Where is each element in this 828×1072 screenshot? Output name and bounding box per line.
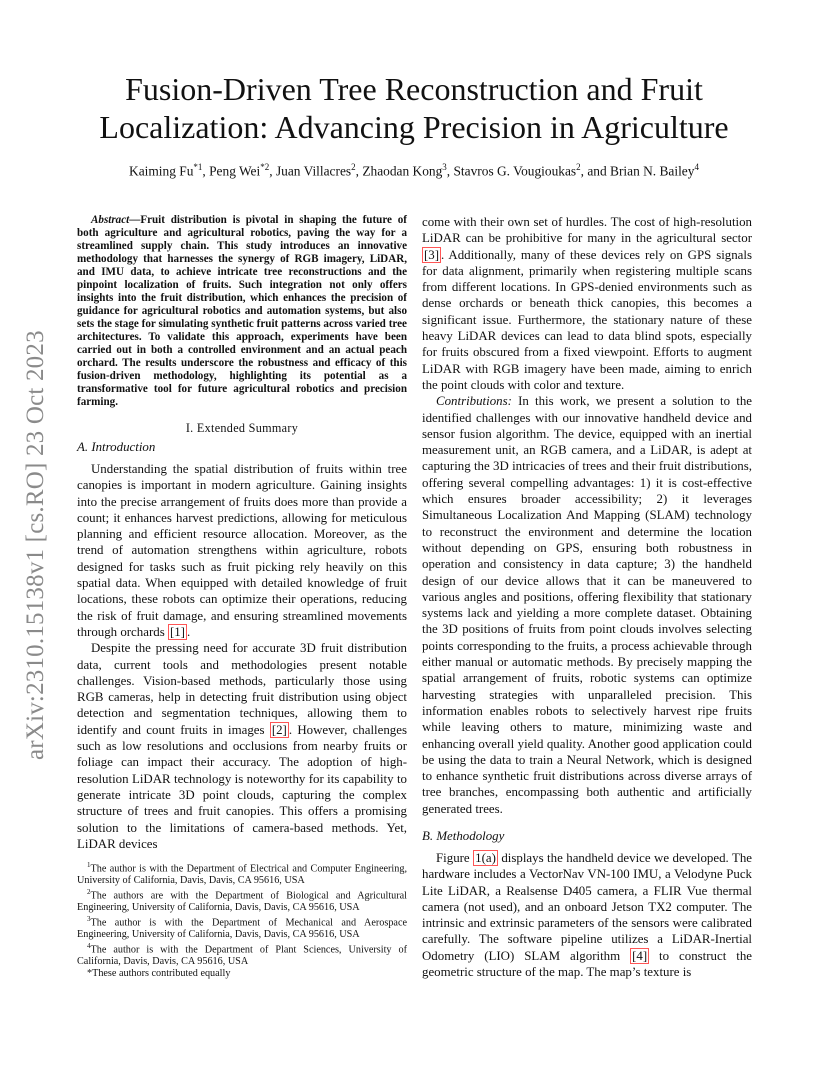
paragraph-text-continued: displays the handheld device we developed. The hardware includes a VectorNav VN-100 IMU, a Velodyne Puck Lite LiDAR, a Realsense D405 camera, a FLIR Vue thermal camera (not used), and an onboard Jetson TX2 computer. The intrinsic and extrinsic parameters of the sensors were calibrated carefully. The software pipeline utilizes a LiDAR-Inertial Odometry (LIO) SLAM algorithm bbox=[422, 850, 752, 963]
section-heading: I. Extended Summary bbox=[185, 421, 299, 435]
author-name: Brian N. Bailey bbox=[610, 163, 695, 179]
abstract bbox=[77, 214, 407, 409]
footnote-text: These authors contributed equally bbox=[92, 967, 231, 979]
footnote-text: The author is with the Department of Plant Sciences, University of California, Davis, Davis, CA 95616, USA bbox=[77, 944, 407, 968]
paragraph-end: . bbox=[186, 624, 191, 639]
author-affiliation-mark: 4 bbox=[694, 162, 699, 172]
footnote bbox=[77, 860, 407, 887]
right-column bbox=[422, 214, 752, 980]
continued-paragraph bbox=[422, 214, 752, 393]
paragraph-text-end: to construct the geometric structure of the map. The map’s texture is bbox=[422, 948, 752, 980]
paragraph-text: Understanding the spatial distribution of fruits within tree canopies is important in modern agriculture. Gaining insights into the precise arrangement of fruits does more than provide a count; it enhances harvest predictions, allowing for meticulous planning and efficient resource allocation. Moreover, as the trend of automation strengthens within agriculture, robots designed for tasks such as fruit picking rely heavily on this spatial data. When equipped with detailed knowledge of fruit locations, these robots can optimize their operations, reducing the risk of fruit damage, and ensuring streamlined movements through orchards bbox=[77, 462, 407, 639]
author-affiliation-mark: 2 bbox=[351, 162, 356, 172]
subsection-methodology-heading: B. Methodology bbox=[422, 828, 505, 843]
author-separator: , bbox=[355, 163, 363, 179]
title-line-2: Localization: Advancing Precision in Agriculture bbox=[99, 109, 729, 145]
paragraph-text-continued: . Additionally, many of these devices rely on GPS signals for data alignment, primarily when registering multiple scans from different locations. In GPS-denied environments such as dense orchards or beneath thick canopies, this becomes a significant issue. Furthermore, the stationary nature of these heavy LiDAR devices can lead to data blind spots, especially for fruits obscured from a fixed viewpoint. Efforts to augment LiDAR with RGB imagery have been made, aiming to enrich the point clouds with color and texture. bbox=[422, 247, 752, 392]
author-name: Zhaodan Kong bbox=[362, 163, 443, 179]
footnote-mark: 2 bbox=[87, 887, 91, 896]
paragraph-text-continued: . However, challenges such as low resolutions and occlusions from nearby fruits or foliage can impact their accuracy. The adoption of high-resolution LiDAR technology is noteworthy for its capability to generate intricate 3D point clouds, capturing the complex structure of trees and fruit canopies. This offers a promising solution to the limitations of camera-based methods. Yet, LiDAR devices bbox=[77, 722, 407, 851]
title-line-1: Fusion-Driven Tree Reconstruction and Fruit bbox=[125, 71, 703, 107]
footnote-mark: 1 bbox=[87, 861, 91, 869]
author-affiliation-mark: 3 bbox=[442, 162, 447, 172]
contributions-lead: Contributions: bbox=[436, 394, 512, 409]
abstract-lead: Abstract bbox=[91, 214, 130, 226]
figure-reference-link[interactable]: 1(a) bbox=[475, 850, 496, 865]
arxiv-identifier-stamp: arXiv:2310.15138v1 [cs.RO] 23 Oct 2023 bbox=[22, 330, 49, 760]
footnote-mark: 4 bbox=[87, 941, 91, 950]
footnote-text: The author is with the Department of Mechanical and Aerospace Engineering, University of California, Davis, Davis, CA 95616, USA bbox=[77, 917, 407, 941]
footnote bbox=[77, 941, 407, 968]
author-affiliation-mark: 2 bbox=[576, 162, 581, 172]
abstract-text: —Fruit distribution is pivotal in shaping the future of both agriculture and agricultural robotics, paving the way for a streamlined supply chain. This study introduces an innovative methodology that harnesses the synergy of RGB imagery, LiDAR, and IMU data, to achieve intricate tree reconstructions and the pinpoint localization of fruits. Such integration not only offers insights into the fruit distribution, which enhances the precision of guidance for agricultural robotics and automation systems, but also sets the stage for simulating synthetic fruit patterns across varied tree architectures. To validate this approach, experiments have been carried out in both a controlled environment and an actual peach orchard. The results underscore the robustness and efficacy of this fusion-driven methodology, highlighting its potential as a transformative tool for future agricultural robotics and precision farming. bbox=[77, 214, 407, 408]
author-separator: , and bbox=[580, 163, 611, 179]
citation-link-2[interactable]: [2] bbox=[271, 722, 287, 737]
left-column bbox=[77, 214, 407, 852]
paper-title bbox=[60, 70, 768, 146]
author-affiliation-mark: *2 bbox=[260, 162, 270, 172]
author-separator: , bbox=[269, 163, 276, 179]
methodology-paragraph-1 bbox=[422, 850, 752, 980]
paragraph-text: Despite the pressing need for accurate 3D fruit distribution data, current tools and methodologies present notable challenges. Vision-based methods, particularly those using RGB cameras, help in detecting fruit distribution using object detection and segmentation techniques, allowing them to identify and count fruits in images bbox=[77, 641, 407, 737]
footnotes bbox=[77, 860, 407, 980]
author-name: Kaiming Fu bbox=[129, 163, 194, 179]
footnote-text: The authors are with the Department of Biological and Agricultural Engineering, University of California, Davis, Davis, CA 95616, USA bbox=[77, 890, 407, 914]
author-separator: , bbox=[202, 163, 210, 179]
author-name: Juan Villacres bbox=[275, 163, 352, 179]
paragraph-text: In this work, we present a solution to the identified challenges with our innovative handheld device and sensor fusion algorithm. The device, equipped with an inertial measurement unit, an RGB camera, and a LiDAR, is adept at capturing the 3D intricacies of trees and their fruit distributions, offering several compelling advantages: 1) it is cost-effective which ensures broader accessibility; 2) it leverages Simultaneous Localization And Mapping (SLAM) technology to reconstruct the environment and determine the location without depending on GPS, ensuring both robustness in operation and consistency in data capture; 3) the handheld design of our device allows that it can be maneuvered to various angles and positions, offering flexibility that stationary systems lack and yielding a more complete dataset. Obtaining the 3D positions of fruits from point clouds involves selecting points corresponding to the fruits, a process achievable through either manual or automatic methods. By precisely mapping the spatial arrangement of fruits, robotic systems can optimize harvesting strategies with unparalleled precision. This information enables robots to selectively harvest ripe fruits while leaving others to mature, minimizing waste and enhancing overall yield quality. Another good application could be using the data to train a Neural Network, which is designed to enhance synthetic fruit distributions across diverse arrays of tree branches, encompassing both authentic and artificially generated trees. bbox=[422, 394, 752, 816]
citation-link-1[interactable]: [1] bbox=[169, 624, 185, 639]
contributions-paragraph bbox=[422, 393, 752, 817]
citation-link-3[interactable]: [3] bbox=[424, 247, 440, 262]
subsection-introduction-heading: A. Introduction bbox=[77, 440, 156, 454]
author-name: Peng Wei bbox=[209, 163, 261, 179]
footnote bbox=[77, 914, 407, 941]
paragraph-text: come with their own set of hurdles. The cost of high-resolution LiDAR can be prohibitive for many in the agricultural sector bbox=[422, 215, 752, 246]
footnote-mark: * bbox=[87, 967, 93, 979]
author-name: Stavros G. Vougioukas bbox=[453, 163, 577, 179]
author-separator: , bbox=[446, 163, 454, 179]
citation-link-4[interactable]: [4] bbox=[632, 948, 648, 963]
paragraph-text: Figure bbox=[436, 850, 474, 865]
author-affiliation-mark: *1 bbox=[193, 162, 203, 172]
author-list bbox=[40, 162, 788, 179]
footnote-text: The author is with the Department of Electrical and Computer Engineering, University of California, Davis, Davis, CA 95616, USA bbox=[77, 863, 407, 887]
footnote bbox=[77, 968, 407, 980]
introduction-paragraph-1 bbox=[77, 461, 407, 640]
introduction-paragraph-2 bbox=[77, 640, 407, 852]
footnote-mark: 3 bbox=[87, 914, 91, 923]
footnote bbox=[77, 887, 407, 914]
